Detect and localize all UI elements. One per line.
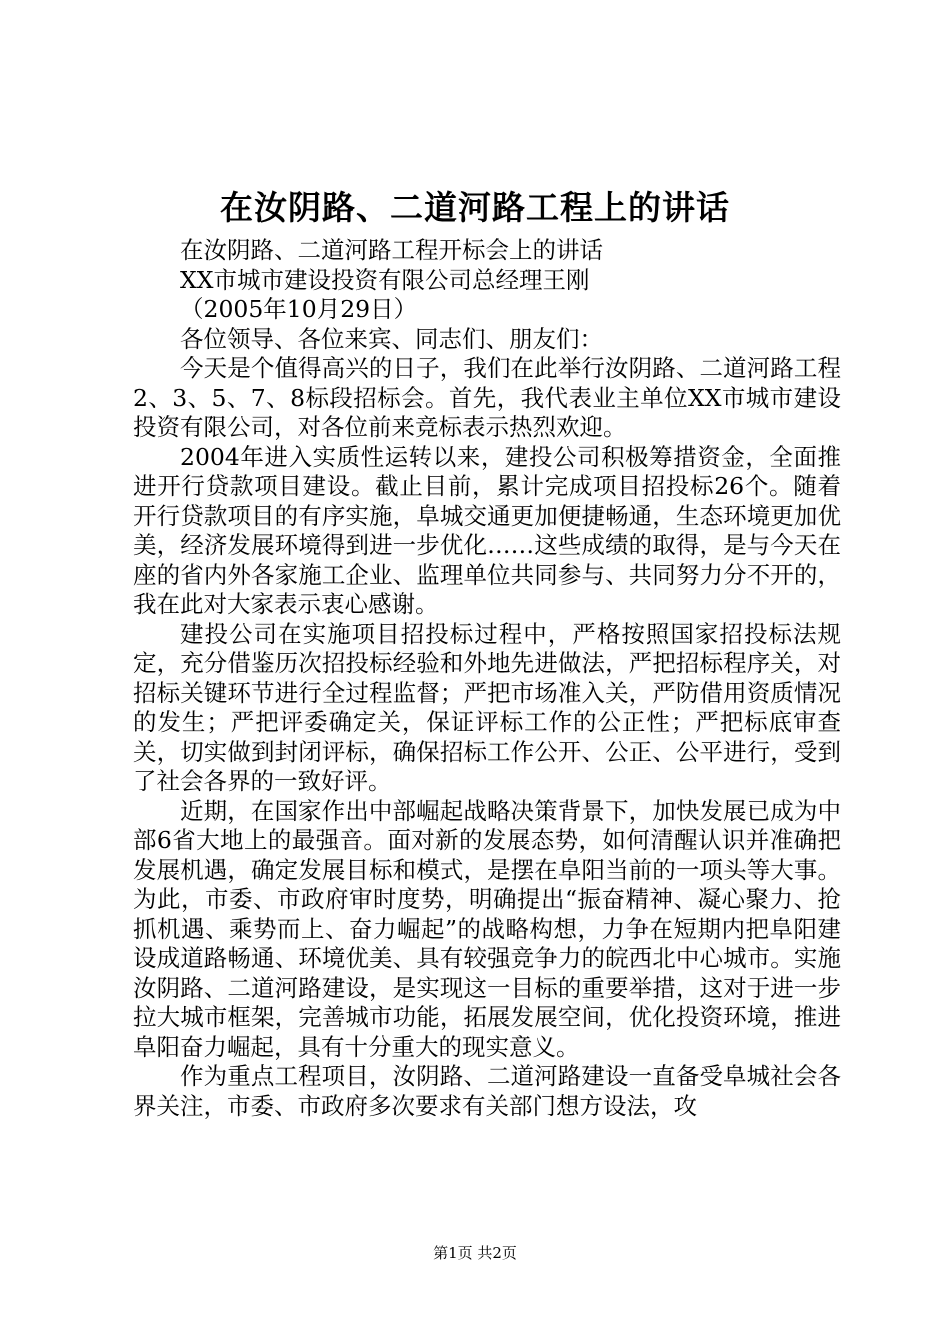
page-footer: 第1页 共2页 <box>433 1244 517 1262</box>
salutation: 各位领导、各位来宾、同志们、朋友们： <box>180 324 603 353</box>
speaker-line: XX市城市建设投资有限公司总经理王刚 <box>180 265 590 294</box>
paragraph: 2004年进入实质性运转以来，建投公司积极筹措资金，全面推进开行贷款项目建设。截止目前，累计完成项目招投标26个。随着开行贷款项目的有序实施，阜城交通更加便捷畅通，生态环境更加优美，经济发展环境得到进一步优化……这些成绩的取得，是与今天在座的省内外各家施工企业、监理单位共同参与、共同努力分不开的，我在此对大家表示衷心感谢。 <box>133 442 841 618</box>
speech-subtitle: 在汝阴路、二道河路工程开标会上的讲话 <box>180 236 603 264</box>
paragraph: 作为重点工程项目，汝阴路、二道河路建设一直备受阜城社会各界关注，市委、市政府多次要求有关部门想方设法，攻 <box>133 1062 841 1120</box>
paragraph: 今天是个值得高兴的日子，我们在此举行汝阴路、二道河路工程2、3、5、7、8标段招标会。首先，我代表业主单位XX市城市建设投资有限公司，对各位前来竞标表示热烈欢迎。 <box>133 354 841 441</box>
document-body <box>133 236 841 1121</box>
speech-date: （2005年10月29日） <box>180 295 418 323</box>
document-title: 在汝阴路、二道河路工程上的讲话 <box>220 188 730 227</box>
paragraph: 近期，在国家作出中部崛起战略决策背景下，加快发展已成为中部6省大地上的最强音。面对新的发展态势，如何清醒认识并准确把发展机遇，确定发展目标和模式，是摆在阜阳当前的一项头等大事。为此，市委、市政府审时度势，明确提出“振奋精神、凝心聚力、抢抓机遇、乘势而上、奋力崛起”的战略构想，力争在短期内把阜阳建设成道路畅通、环境优美、具有较强竞争力的皖西北中心城市。实施汝阴路、二道河路建设，是实现这一目标的重要举措，这对于进一步拉大城市框架，完善城市功能，拓展发展空间，优化投资环境，推进阜阳奋力崛起，具有十分重大的现实意义。 <box>133 796 841 1061</box>
paragraph: 建投公司在实施项目招投标过程中，严格按照国家招投标法规定，充分借鉴历次招投标经验和外地先进做法，严把招标程序关，对招标关键环节进行全过程监督；严把市场准入关，严防借用资质情况的发生；严把评委确定关，保证评标工作的公正性；严把标底审查关，切实做到封闭评标，确保招标工作公开、公正、公平进行，受到了社会各界的一致好评。 <box>133 619 841 795</box>
